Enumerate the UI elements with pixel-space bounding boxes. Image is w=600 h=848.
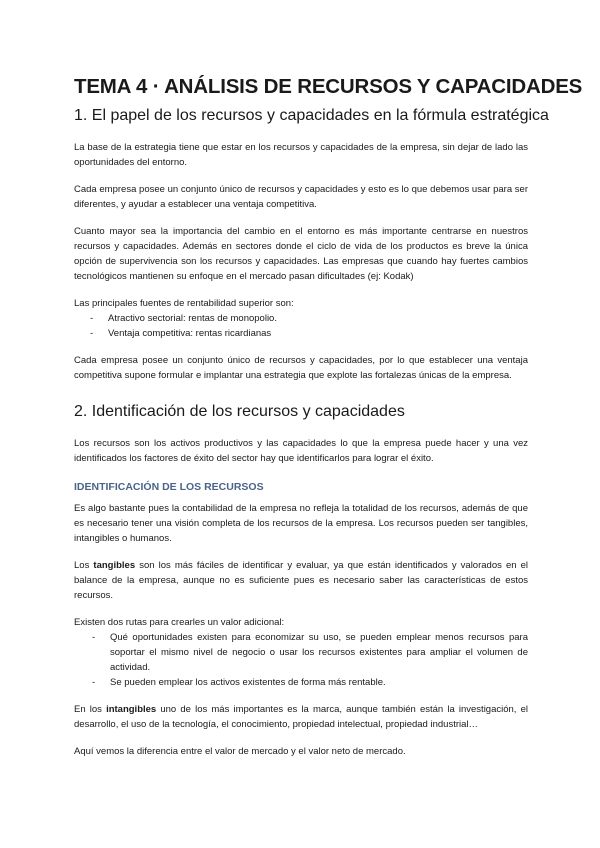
list-item-text: Ventaja competitiva: rentas ricardianas <box>108 328 272 339</box>
rentability-sources-list <box>74 311 528 341</box>
dash-bullet: - <box>90 328 94 339</box>
bold-term-intangibles: intangibles <box>106 704 157 715</box>
section-1-paragraph-5: Cada empresa posee un conjunto único de recursos y capacidades, por lo que establecer una ventaja competitiva supone formular e implantar una estrategia que explote las fortalezas únicas de la empresa. <box>74 355 528 381</box>
list-item <box>92 630 528 675</box>
section-2-paragraph-4: Existen dos rutas para crearles un valor adicional: <box>74 617 285 628</box>
dash-bullet: - <box>90 313 94 324</box>
section-2-paragraph-2: Es algo bastante pues la contabilidad de la empresa no refleja la totalidad de los recursos, además de que es necesario tener una visión completa de los recursos de la empresa. Los recursos pueden ser tangibles, intangibles o humanos. <box>74 503 528 544</box>
document-title: TEMA 4 · ANÁLISIS DE RECURSOS Y CAPACIDADES <box>74 75 583 98</box>
list-item-text: Se pueden emplear los activos existentes de forma más rentable. <box>110 677 386 688</box>
document-content <box>74 72 583 759</box>
dash-bullet: - <box>92 677 96 688</box>
list-item-text: Atractivo sectorial: rentas de monopolio. <box>108 313 277 324</box>
list-item <box>90 326 528 341</box>
text-run: son los más fáciles de identificar y evaluar, ya que están identificados y valorados en el balance de la empresa, aunque no es suficiente pues es necesario saber las características de estos recursos. <box>74 560 528 601</box>
list-item-text: Qué oportunidades existen para economizar su uso, se pueden emplear menos recursos para soportar el mismo nivel de negocio o usar los recursos existentes para ampliar el volumen de actividad. <box>110 632 528 673</box>
section-1-paragraph-4: Las principales fuentes de rentabilidad superior son: <box>74 298 294 309</box>
bold-term-tangibles: tangibles <box>93 560 136 571</box>
section-2-paragraph-6: Aquí vemos la diferencia entre el valor de mercado y el valor neto de mercado. <box>74 746 406 757</box>
section-1-paragraph-3: Cuanto mayor sea la importancia del cambio en el entorno es más importante centrarse en nuestros recursos y capacidades. Además en sectores donde el ciclo de vida de los productos es breve la única opción de supervivencia son los recursos y capacidades. Las empresas que cuando hay fuertes cambios tecnológicos mantienen su enfoque en el mercado pasan dificultades (ej: Kodak) <box>74 226 528 282</box>
dash-bullet: - <box>92 632 96 643</box>
section-1-paragraph-1: La base de la estrategia tiene que estar en los recursos y capacidades de la empresa, sin dejar de lado las oportunidades del entorno. <box>74 142 528 168</box>
section-2-paragraph-1: Los recursos son los activos productivos y las capacidades lo que la empresa puede hacer y una vez identificados los factores de éxito del sector hay que identificarlos para lograr el éxito. <box>74 438 528 464</box>
subsection-heading: IDENTIFICACIÓN DE LOS RECURSOS <box>74 481 264 493</box>
section-1-heading: 1. El papel de los recursos y capacidades en la fórmula estratégica <box>74 107 549 124</box>
section-2-paragraph-5 <box>74 702 528 732</box>
text-run: En los <box>74 704 107 715</box>
value-routes-list <box>74 630 528 690</box>
section-1-paragraph-2: Cada empresa posee un conjunto único de recursos y capacidades y esto es lo que debemos usar para ser diferentes, y ayudar a establecer una ventaja competitiva. <box>74 184 528 210</box>
list-item <box>90 311 528 326</box>
text-run: uno de los más importantes es la marca, aunque también están la investigación, el desarrollo, el uso de la tecnología, el conocimiento, propiedad intelectual, propiedad industrial… <box>74 704 528 730</box>
text-run: Los <box>74 560 94 571</box>
list-item <box>92 675 528 690</box>
section-2-heading: 2. Identificación de los recursos y capacidades <box>74 403 405 420</box>
section-2-paragraph-3 <box>74 558 528 603</box>
